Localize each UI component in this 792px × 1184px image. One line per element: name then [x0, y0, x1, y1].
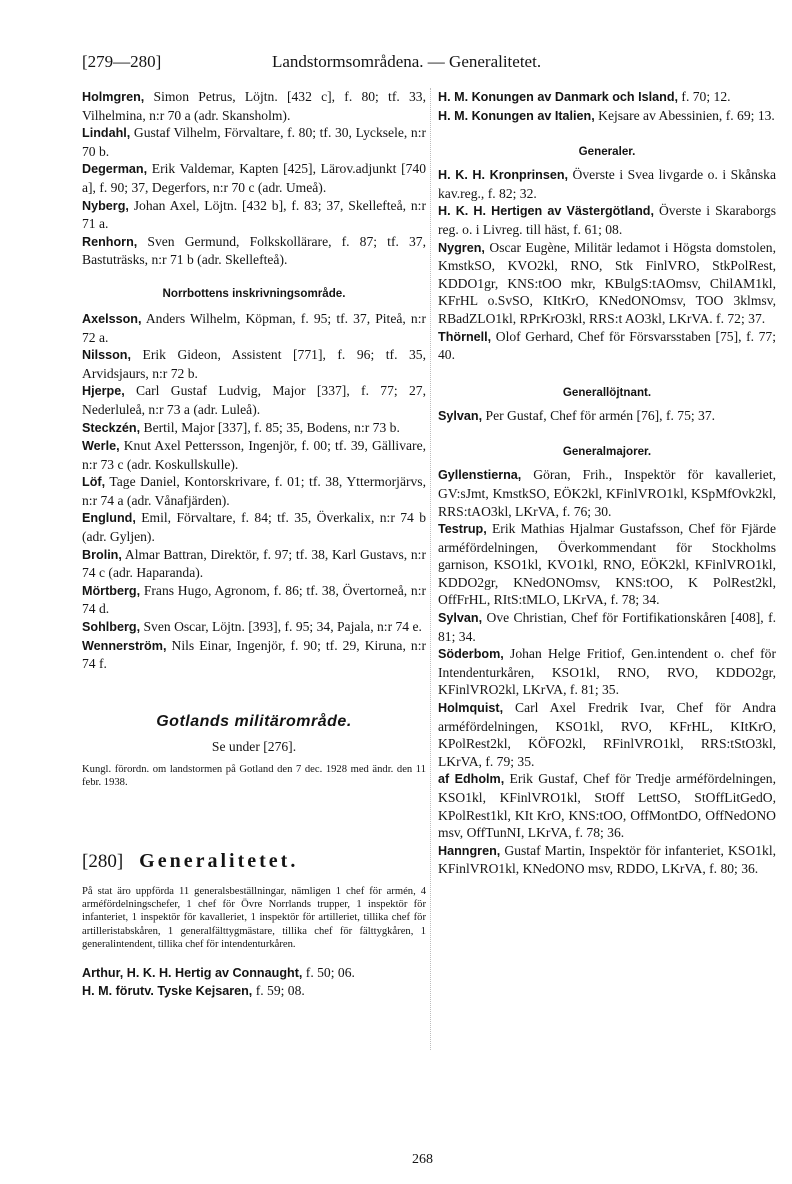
entry-text: Nils Einar, Ingenjör, f. 90; tf. 29, Kiruna, n:r 74 f. — [82, 637, 426, 672]
column-divider — [430, 88, 432, 1050]
running-header — [82, 52, 772, 76]
entry — [82, 197, 426, 233]
entry-name: Nilsson, — [82, 348, 131, 363]
entry-text: Gustaf Martin, Inspektör för infanteriet, KSO1kl, KFinlVRO1kl, KNedONO msv, RDDO, LKrVA, f. 80; 36. — [438, 842, 776, 877]
entry — [438, 770, 776, 841]
entries-generaler — [438, 166, 776, 364]
entry-text: Ove Christian, Chef för Fortifikationskåren [408], f. 81; 34. — [438, 610, 776, 644]
entry-name: Hjerpe, — [82, 384, 125, 399]
heading-gotland: Gotlands militärområde. — [156, 712, 352, 730]
entry-name: H. M. Konungen av Italien, — [438, 108, 595, 123]
entry-text: f. 59; 08. — [252, 983, 305, 999]
entry-text: Göran, Frih., Inspektör för kavalleriet, GV:sJmt, KmstkSO, EÖK2kl, KFinlVRO1kl, KSpMfOvk2kl, RRS:tAO3kl, LKrVA, f. 76; 30. — [438, 467, 776, 519]
entry-name: Renhorn, — [82, 234, 138, 249]
gotland-see-under: Se under [276]. — [211, 738, 297, 754]
entry-text: Sven Germund, Folkskollärare, f. 87; tf. 37, Bastuträsks, n:r 71 b (adr. Skellefteå). — [82, 233, 426, 268]
entry — [438, 520, 776, 609]
entry-name: Nygren, — [438, 240, 485, 255]
entry-name: Löf, — [82, 475, 106, 490]
entry-name: Holmquist, — [438, 701, 504, 716]
section-title: Generalitetet. — [139, 849, 299, 872]
entry — [82, 419, 426, 438]
entry — [438, 328, 776, 364]
entry-name: H. M. Konungen av Danmark och Island, — [438, 90, 679, 104]
entries-generalmajorer — [438, 466, 776, 878]
entry — [438, 166, 776, 202]
entry-text: Sven Oscar, Löjtn. [393], f. 95; 34, Pajala, n:r 74 e. — [140, 619, 422, 635]
entry-name: Söderbom, — [438, 647, 504, 662]
entry-text: Kejsare av Abessinien, f. 69; 13. — [594, 107, 775, 123]
section-heading-generalitetet — [82, 850, 426, 873]
entry-name: Hanngren, — [438, 843, 501, 858]
entry — [438, 609, 776, 645]
entry-name: Sylvan, — [438, 611, 483, 626]
entry — [82, 473, 426, 509]
entry — [438, 107, 776, 126]
heading-generalmajorer: Generalmajorer. — [562, 445, 652, 459]
heading-generaler: Generaler. — [578, 145, 636, 159]
entry — [438, 88, 776, 107]
entry-text: Almar Battran, Direktör, f. 97; tf. 38, Karl Gustavs, n:r 74 c (adr. Haparanda). — [82, 546, 426, 581]
entry — [82, 124, 426, 160]
entry — [82, 160, 426, 196]
entry-name: Mörtberg, — [82, 583, 141, 598]
entry — [82, 88, 426, 124]
entry-text: Tage Daniel, Kontorskrivare, f. 01; tf. 38, Yttermorjärvs, n:r 74 a (adr. Vånafjärden). — [82, 474, 426, 508]
entry — [82, 982, 426, 1001]
entry-name: Englund, — [82, 511, 136, 526]
entry-text: Erik Valdemar, Kapten [425], Lärov.adjunkt [740 a], f. 90; 37, Degerfors, n:r 70 c (adr. Umeå). — [82, 161, 426, 195]
entries-honorary — [82, 964, 426, 1001]
entry-text: Överste i Skaraborgs reg. o. i Livreg. till häst, f. 61; 08. — [438, 203, 776, 237]
entry-text: Bertil, Major [337], f. 85; 35, Bodens, n:r 73 b. — [140, 419, 400, 435]
entry-text: Carl Gustaf Ludvig, Major [337], f. 77; 27, Nederluleå, n:r 73 a (adr. Luleå). — [82, 383, 426, 417]
entry — [82, 233, 426, 269]
section-intro: På stat äro uppförda 11 generalsbeställningar, nämligen 1 chef för armén, 4 arméfördelningschefer, 1 chef för Övre Norrlands trupper, 1 inspektör för infanteriet, 1 inspektör för kavalleriet, 1 inspektör för artilleriet, tillika chef för artilleristabskåren, 1 generalfälttygmästare, tillika chef för fälttygkåren, 1 generalintendent, tillika chef för intendenturkåren. — [82, 885, 426, 951]
entry-name: Axelsson, — [82, 311, 142, 326]
entry-text: Oscar Eugène, Militär ledamot i Högsta domstolen, KmstkSO, KVO2kl, RNO, Stk FinlVRO, StkPolRest, KDDO1gr, KNS:tOO mkr, KBulgS:tAOmsv, ChilAM1kl, KFrHL o.SvSO, KItKrO, KNedONOmsv, TOO 3klmsv, RBadZLO1kl, RPrKrO3kl, RRS:t AO3kl, LKrVA. f. 72; 37. — [438, 239, 776, 326]
entry-name: H. K. H. Hertigen av Västergötland, — [438, 204, 654, 219]
entry-text: Frans Hugo, Agronom, f. 86; tf. 38, Övertorneå, n:r 74 d. — [82, 582, 426, 617]
entry — [438, 202, 776, 238]
entries-royal-honorary — [438, 88, 776, 125]
entry-text: Överste i Svea livgarde o. i Skånska kav.reg., f. 82; 32. — [438, 167, 776, 201]
entry — [82, 546, 426, 582]
entry-text: Gustaf Vilhelm, Förvaltare, f. 80; tf. 30, Lycksele, n:r 70 b. — [82, 125, 426, 159]
page-number: 268 — [412, 1152, 433, 1167]
entry-name: Sylvan, — [438, 408, 483, 423]
entry-name: Gyllenstierna, — [438, 468, 522, 483]
entry — [438, 466, 776, 520]
heading-generallojtnant: Generallöjtnant. — [562, 385, 652, 399]
section-ref: [280] — [82, 850, 124, 872]
entry-text: f. 50; 06. — [302, 964, 355, 980]
entry-text: Knut Axel Pettersson, Ingenjör, f. 00; tf. 39, Gällivare, n:r 73 c (adr. Koskullskulle). — [82, 438, 426, 472]
entry-text: Emil, Förvaltare, f. 84; tf. 35, Överkalix, n:r 74 b (adr. Gyljen). — [82, 510, 426, 545]
entry-text: Erik Gideon, Assistent [771], f. 96; tf. 35, Arvidsjaurs, n:r 72 b. — [82, 347, 426, 381]
entries-vasterbotten — [82, 88, 426, 269]
heading-norrbotten: Norrbottens inskrivningsområde. — [162, 286, 346, 300]
entry-text: f. 70; 12. — [678, 89, 731, 104]
entry — [438, 407, 776, 426]
entry-text: Johan Helge Fritiof, Gen.intendent o. chef för Intendenturkåren, KSO1kl, RNO, RVO, KDDO2gr, KFinlVRO2kl, LKrVA, f. 81; 35. — [438, 646, 776, 698]
entry-text: Per Gustaf, Chef för armén [76], f. 75; 37. — [482, 407, 716, 423]
entry-text: Olof Gerhard, Chef för Försvarsstaben [75], f. 77; 40. — [438, 328, 776, 363]
entry-name: Arthur, H. K. H. Hertig av Connaught, — [82, 965, 303, 980]
entry-name: Brolin, — [82, 547, 122, 562]
entry — [438, 842, 776, 878]
left-column — [82, 88, 426, 1001]
entry-text: Simon Petrus, Löjtn. [432 c], f. 80; tf. 33, Vilhelmina, n:r 70 a (adr. Skansholm). — [82, 89, 426, 123]
entry-name: Wennerström, — [82, 638, 167, 653]
entries-norrbotten — [82, 310, 426, 673]
entry-name: H. M. förutv. Tyske Kejsaren, — [82, 984, 253, 999]
entry-name: Werle, — [82, 439, 120, 454]
entry — [82, 310, 426, 346]
entry — [438, 239, 776, 328]
entry-name: Thörnell, — [438, 329, 492, 344]
entry — [82, 437, 426, 473]
entry — [82, 382, 426, 418]
entry — [438, 645, 776, 699]
entry-name: af Edholm, — [438, 772, 505, 787]
entry — [82, 637, 426, 673]
entry-name: Testrup, — [438, 522, 487, 537]
entry-text: Anders Wilhelm, Köpman, f. 95; tf. 37, Piteå, n:r 72 a. — [82, 310, 426, 345]
header-page-ref: [279—280] — [82, 52, 162, 71]
entry-name: Nyberg, — [82, 198, 129, 213]
entry-name: Lindahl, — [82, 126, 131, 141]
header-title: Landstormsområdena. — Generalitetet. — [272, 52, 542, 71]
entry-name: Sohlberg, — [82, 620, 141, 635]
entry-text: Johan Axel, Löjtn. [432 b], f. 83; 37, Skellefteå, n:r 71 a. — [82, 197, 426, 232]
entry-text: Erik Gustaf, Chef för Tredje arméfördelningen, KSO1kl, KFinlVRO1kl, StOff LettSO, StOffLitGedO, KPolRest1kl, KIt KrO, KNS:tOO, OffMontDO, OffNedONO msv, OffTunNI, LKrVA, f. 78; 36. — [438, 771, 776, 841]
entry — [82, 346, 426, 382]
entry-text: Carl Axel Fredrik Ivar, Chef för Andra arméfördelningen, KSO1kl, RVO, KFrHL, KItKrO, KPolRest2kl, KÖFO2kl, RFinlVRO1kl, RRS:tStO3kl, LKrVA, f. 79; 35. — [438, 700, 776, 769]
entries-generallojtnant — [438, 407, 776, 426]
gotland-note: Kungl. förordn. om landstormen på Gotland den 7 dec. 1928 med ändr. den 11 febr. 1938. — [82, 763, 426, 789]
entry-name: Holmgren, — [82, 90, 145, 104]
entry — [82, 509, 426, 545]
right-column — [438, 88, 776, 878]
entry — [438, 699, 776, 770]
entry-name: Steckzén, — [82, 420, 141, 435]
entry-text: Erik Mathias Hjalmar Gustafsson, Chef för Fjärde arméfördelningen, Överkommendant för Stockholms garnison, KSO1kl, KVO1kl, RNO, EÖK2kl, KFinlVRO1kl, KDDO2gr, KNedONOmsv, KNS:tOO, K PolRest2kl, OffFrHL, RItS:tMLO, LKrVA, f. 78; 34. — [438, 521, 776, 608]
entry-name: Degerman, — [82, 162, 148, 177]
entry — [82, 618, 426, 637]
entry — [82, 964, 426, 983]
entry-name: H. K. H. Kronprinsen, — [438, 168, 569, 183]
entry — [82, 582, 426, 618]
